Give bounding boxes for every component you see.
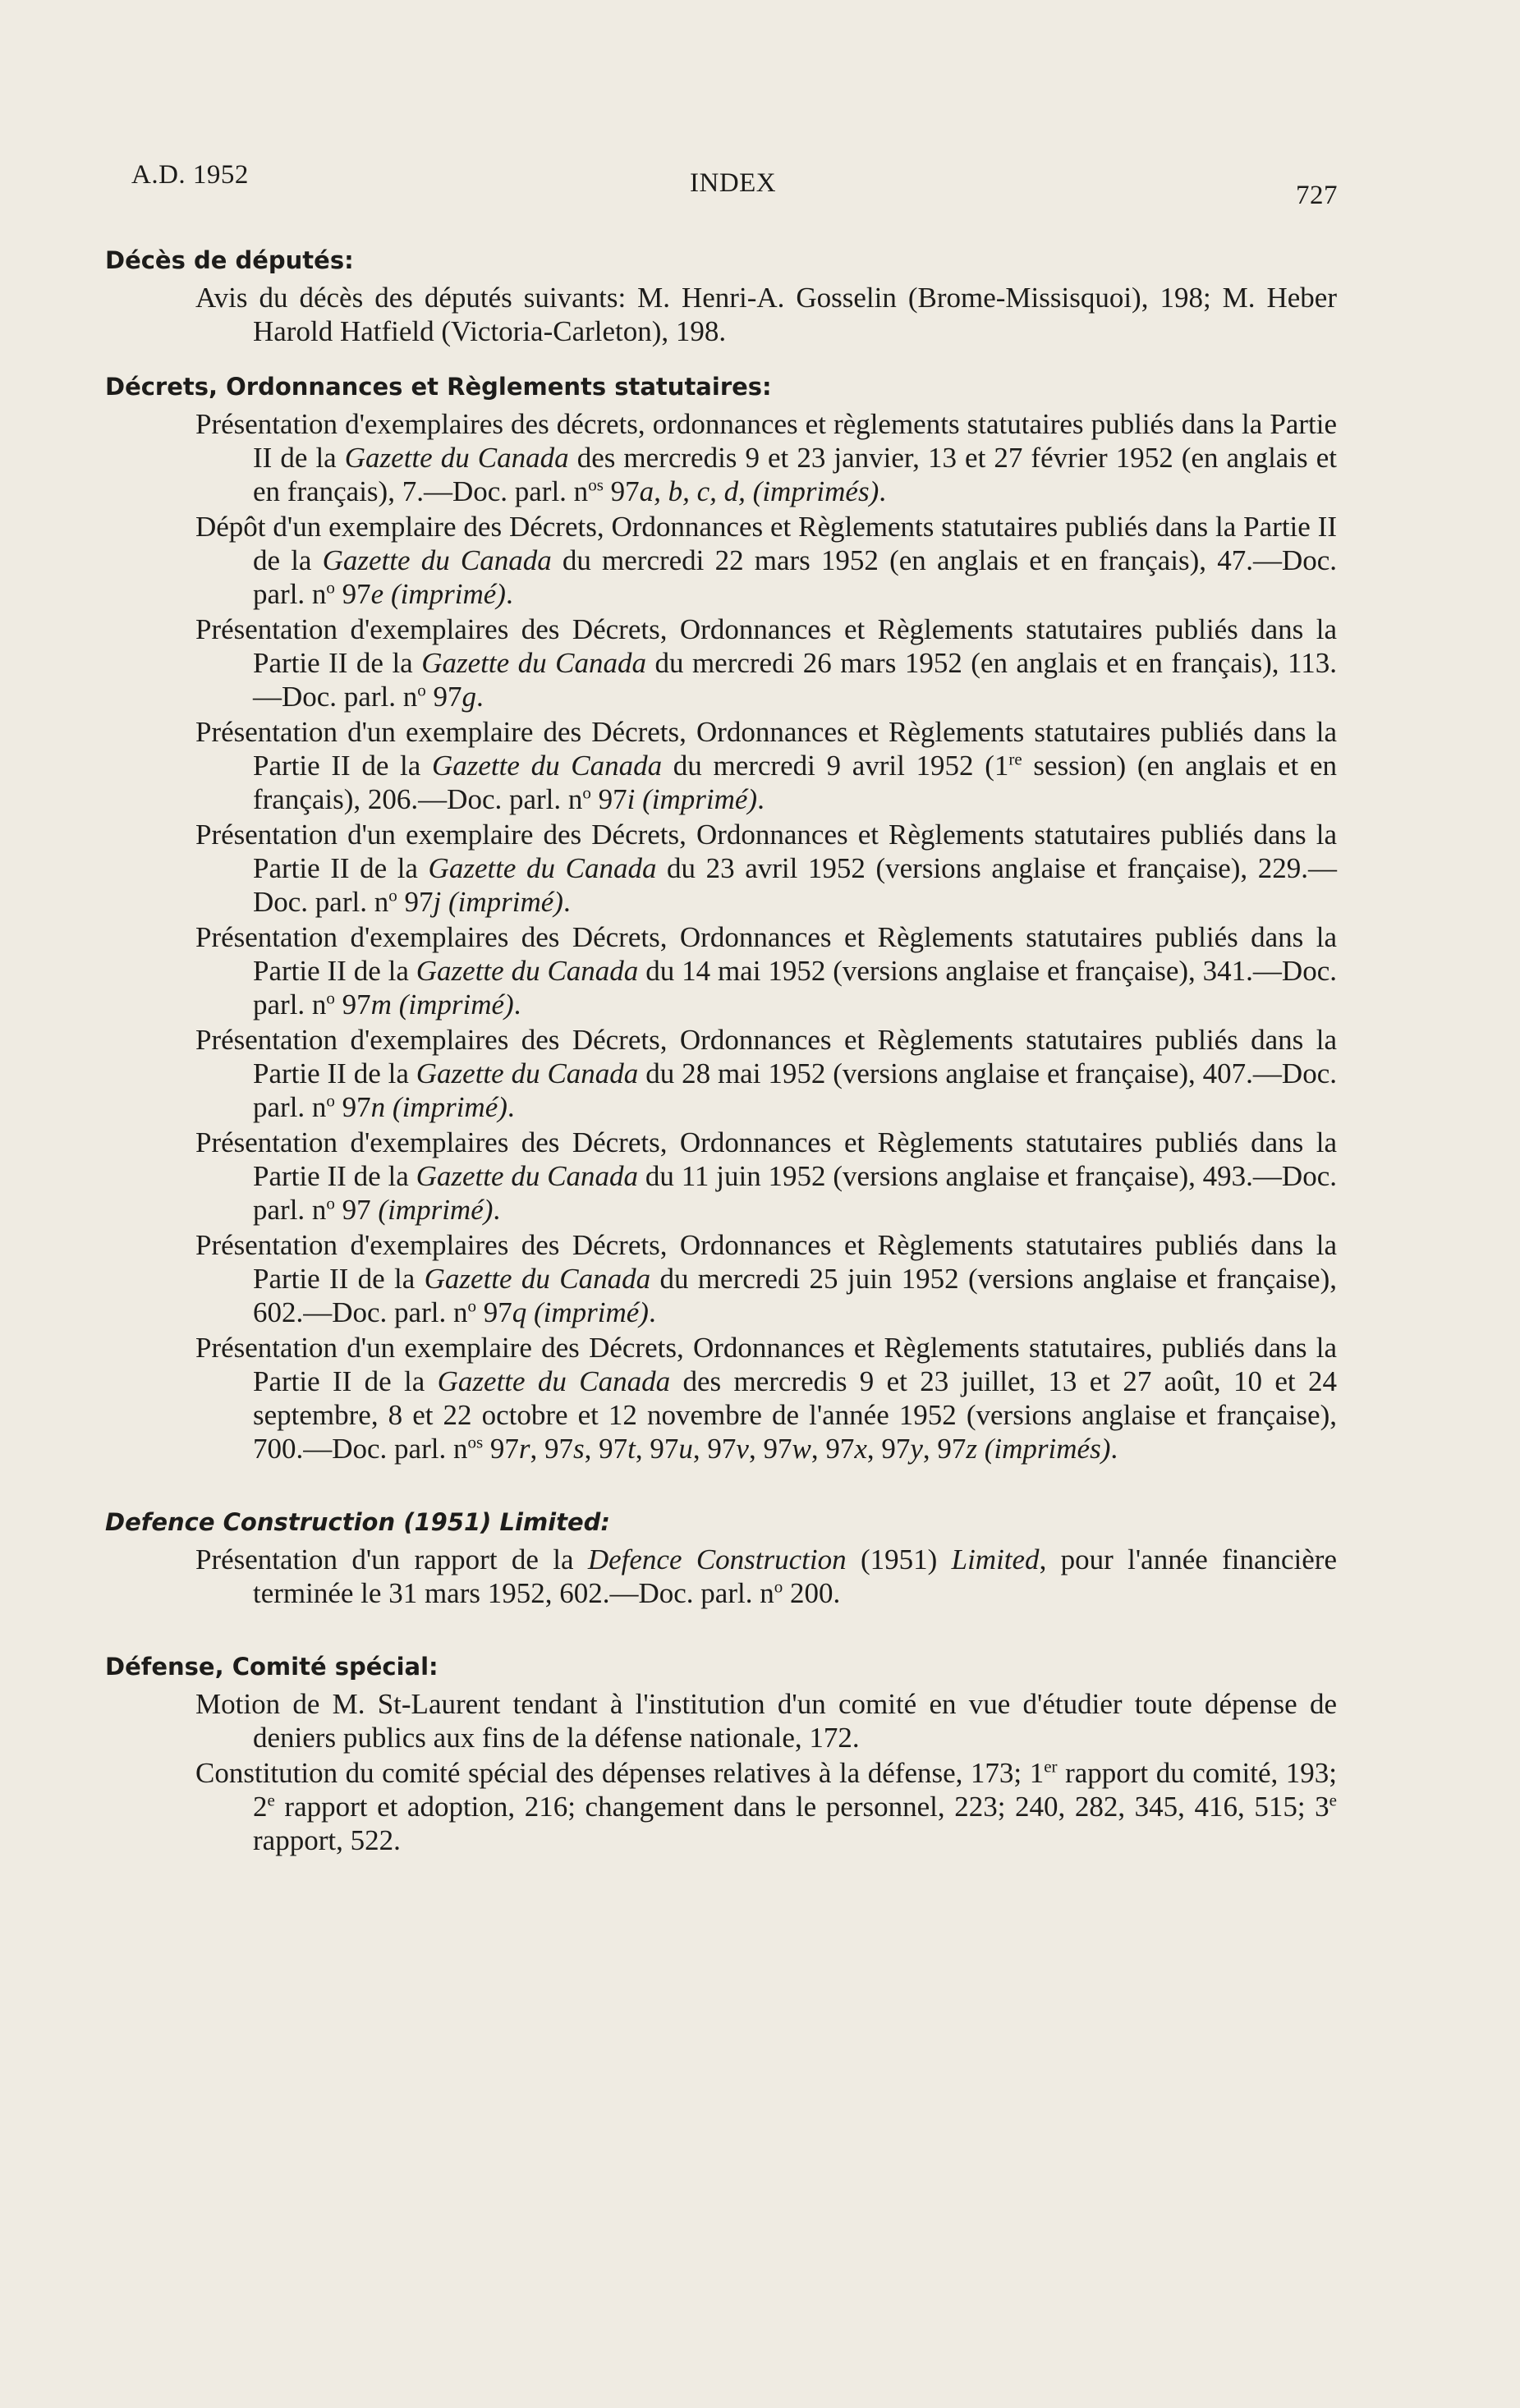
index-entry: Constitution du comité spécial des dépenses relatives à la défense, 173; 1er rapport du comité, 193; 2e rapport et adoption, 216; changement dans le personnel, 223; 240, 282, 345, 416, 515; 3e rapport, 522. [195, 1756, 1337, 1856]
header-year: A.D. 1952 [131, 160, 249, 190]
index-entry: Présentation d'un rapport de la Defence Construction (1951) Limited, pour l'année financière terminée le 31 mars 1952, 602.—Doc. parl. $n^o$ 200. [195, 1543, 1338, 1609]
index-entry: Présentation d'exemplaires des Décrets, Ordonnances et Règlements statutaires publiés dans la Partie II de la Gazette du Canada du mercredi 25 juin 1952 (versions anglaise et française), 602.—Doc. parl. $n^o$ 97q (imprimé). [195, 1229, 1337, 1328]
index-section [105, 246, 1337, 348]
index-entry: Présentation d'exemplaires des décrets, ordonnances et règlements statutaires publiés dans la Partie II de la Gazette du Canada des mercredis 9 et 23 janvier, 13 et 27 février 1952 (en anglais et en français), 7.—Doc. parl. $n^{os}$ 97a, b, c, d, (imprimés). [195, 408, 1337, 507]
index-entry: Présentation d'exemplaires des Décrets, Ordonnances et Règlements statutaires publiés dans la Partie II de la Gazette du Canada du mercredi 26 mars 1952 (en anglais et en français), 113.—Doc. parl. $n^o$ 97g. [195, 613, 1338, 713]
index-entry: Motion de M. St-Laurent tendant à l'institution d'un comité en vue d'étudier toute dépense de deniers publics aux fins de la défense nationale, 172. [195, 1688, 1337, 1754]
index-section [105, 1653, 1337, 1857]
index-entry: Présentation d'un exemplaire des Décrets, Ordonnances et Règlements statutaires publiés dans la Partie II de la Gazette du Canada du mercredi 9 avril 1952 (1re session) (en anglais et en français), 206.—Doc. parl. $n^o$ 97i (imprimé). [195, 716, 1337, 815]
section-heading: Defence Construction (1951) Limited: [105, 1508, 610, 1536]
index-section [105, 373, 1337, 1465]
index-section [105, 1508, 1337, 1610]
section-heading: Décès de députés: [105, 246, 354, 274]
index-entry: Présentation d'exemplaires des Décrets, Ordonnances et Règlements statutaires publiés dans la Partie II de la Gazette du Canada du 28 mai 1952 (versions anglaise et française), 407.—Doc. parl. $n^o$ 97n (imprimé). [195, 1024, 1337, 1123]
section-heading: Décrets, Ordonnances et Règlements statutaires: [105, 373, 772, 401]
index-entry: Dépôt d'un exemplaire des Décrets, Ordonnances et Règlements statutaires publiés dans la Partie II de la Gazette du Canada du mercredi 22 mars 1952 (en anglais et en français), 47.—Doc. parl. $n^o$ 97e (imprimé). [195, 511, 1338, 610]
index-entry: Présentation d'exemplaires des Décrets, Ordonnances et Règlements statutaires publiés dans la Partie II de la Gazette du Canada du 14 mai 1952 (versions anglaise et française), 341.—Doc. parl. $n^o$ 97m (imprimé). [195, 921, 1337, 1021]
index-entry: Avis du décès des députés suivants: M. Henri-A. Gosselin (Brome-Missisquoi), 198; M. Heber Harold Hatfield (Victoria-Carleton), 198. [195, 282, 1337, 347]
index-entry: Présentation d'un exemplaire des Décrets, Ordonnances et Règlements statutaires publiés dans la Partie II de la Gazette du Canada du 23 avril 1952 (versions anglaise et française), 229.—Doc. parl. $n^o$ 97j (imprimé). [195, 819, 1337, 918]
index-entry: Présentation d'exemplaires des Décrets, Ordonnances et Règlements statutaires publiés dans la Partie II de la Gazette du Canada du 11 juin 1952 (versions anglaise et française), 493.—Doc. parl. $n^o$ 97 (imprimé). [195, 1126, 1337, 1226]
page-number: 727 [1296, 181, 1338, 210]
index-entry: Présentation d'un exemplaire des Décrets, Ordonnances et Règlements statutaires, publiés dans la Partie II de la Gazette du Canada des mercredis 9 et 23 juillet, 13 et 27 août, 10 et 24 septembre, 8 et 22 octobre et 12 novembre de l'année 1952 (versions anglaise et française), 700.—Doc. parl. $n^{os}$ 97r, 97s, 97t, 97u, 97v, 97w, 97x, 97y, 97z (imprimés). [195, 1332, 1337, 1465]
section-heading: Défense, Comité spécial: [105, 1653, 439, 1681]
header-title: INDEX [690, 168, 777, 198]
index-content [105, 246, 1337, 1900]
